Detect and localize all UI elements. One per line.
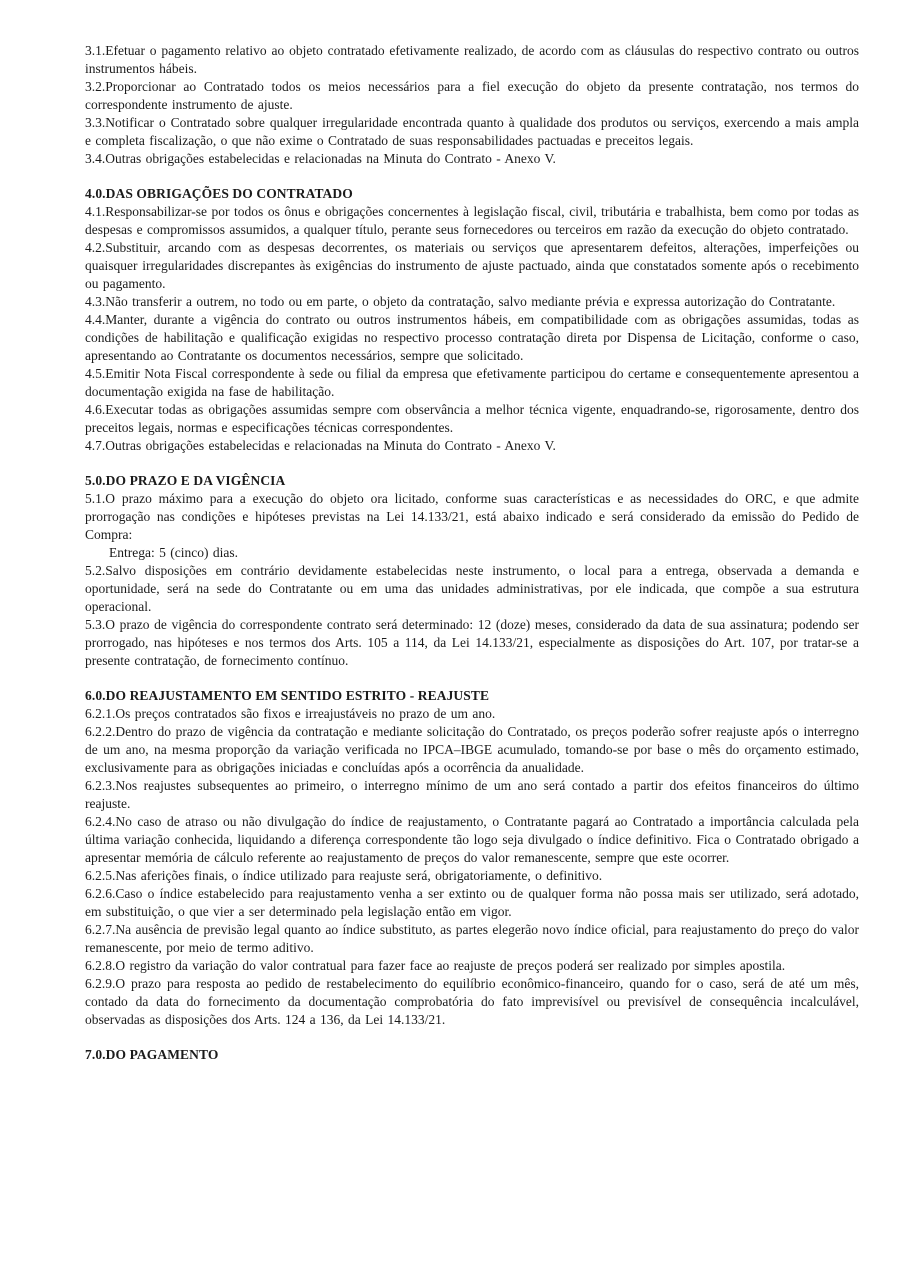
section-7-pagamento (85, 1046, 859, 1064)
clause-6-2-7: 6.2.7.Na ausência de previsão legal quanto ao índice substituto, as partes elegerão novo índice oficial, para reajustamento do preço do valor remanescente, por meio de termo aditivo. (85, 922, 859, 955)
clause-4-4: 4.4.Manter, durante a vigência do contrato ou outros instrumentos hábeis, em compatibilidade com as obrigações assumidas, todas as condições de habilitação e qualificação exigidas no respectivo processo contratação direta por Dispensa de Licitação, conforme o caso, apresentando ao Contratante os documentos necessários, sempre que solicitado. (85, 312, 859, 363)
section-heading-4-0: 4.0.DAS OBRIGAÇÕES DO CONTRATADO (85, 186, 353, 201)
clause-6-2-8: 6.2.8.O registro da variação do valor contratual para fazer face ao reajuste de preços poderá ser realizado por simples apostila. (85, 958, 786, 973)
clause-4-5: 4.5.Emitir Nota Fiscal correspondente à sede ou filial da empresa que efetivamente participou do certame e consequentemente apresentou a documentação exigida na fase de habilitação. (85, 366, 859, 399)
clause-6-2-2: 6.2.2.Dentro do prazo de vigência da contratação e mediante solicitação do Contratado, os preços poderão sofrer reajuste após o interregno de um ano, na mesma proporção da variação verificada no IPCA–IBGE acumulado, tomando-se por base o mês do orçamento estimado, exclusivamente para as obrigações iniciadas e concluídas após a ocorrência da anualidade. (85, 724, 859, 775)
clause-3-4: 3.4.Outras obrigações estabelecidas e relacionadas na Minuta do Contrato - Anexo V. (85, 151, 556, 166)
clause-6-2-1: 6.2.1.Os preços contratados são fixos e irreajustáveis no prazo de um ano. (85, 706, 496, 721)
section-heading-7-0: 7.0.DO PAGAMENTO (85, 1047, 219, 1062)
clause-4-3: 4.3.Não transferir a outrem, no todo ou em parte, o objeto da contratação, salvo mediante prévia e expressa autorização do Contratante. (85, 294, 836, 309)
clause-6-2-4: 6.2.4.No caso de atraso ou não divulgação do índice de reajustamento, o Contratante pagará ao Contratado a importância calculada pela última variação conhecida, liquidando a diferença correspondente tão logo seja divulgado o índice definitivo. Fica o Contratado obrigado a apresentar memória de cálculo referente ao reajustamento de preços do valor remanescente, sempre que este ocorrer. (85, 814, 859, 865)
clause-5-1: 5.1.O prazo máximo para a execução do objeto ora licitado, conforme suas características e as necessidades do ORC, e que admite prorrogação nas condições e hipóteses previstas na Lei 14.133/21, está abaixo indicado e será considerado da emissão do Pedido de Compra: (85, 491, 859, 542)
section-5-prazo-vigencia (85, 472, 859, 670)
clause-6-2-5: 6.2.5.Nas aferições finais, o índice utilizado para reajuste será, obrigatoriamente, o definitivo. (85, 868, 603, 883)
clause-4-6: 4.6.Executar todas as obrigações assumidas sempre com observância a melhor técnica vigente, enquadrando-se, rigorosamente, dentro dos preceitos legais, normas e especificações técnicas correspondentes. (85, 402, 859, 435)
clause-6-2-3: 6.2.3.Nos reajustes subsequentes ao primeiro, o interregno mínimo de um ano será contado a partir dos efeitos financeiros do último reajuste. (85, 778, 859, 811)
clause-4-1: 4.1.Responsabilizar-se por todos os ônus e obrigações concernentes à legislação fiscal, civil, tributária e trabalhista, bem como por todas as despesas e compromissos assumidos, a qualquer título, perante seus fornecedores ou terceiros em razão da execução do objeto contratado. (85, 204, 859, 237)
clause-6-2-6: 6.2.6.Caso o índice estabelecido para reajustamento venha a ser extinto ou de qualquer forma não possa mais ser utilizado, será adotado, em substituição, o que vier a ser determinado pela legislação então em vigor. (85, 886, 859, 919)
section-4-obligations-contratado (85, 185, 859, 455)
clause-6-2-9: 6.2.9.O prazo para resposta ao pedido de restabelecimento do equilíbrio econômico-financeiro, quando for o caso, será de até um mês, contado da data do fornecimento da documentação comprobatória do fato imprevisível ou previsível de consequência incalculável, observadas as disposições dos Arts. 124 a 136, da Lei 14.133/21. (85, 976, 859, 1027)
clause-4-7: 4.7.Outras obrigações estabelecidas e relacionadas na Minuta do Contrato - Anexo V. (85, 438, 556, 453)
clause-4-2: 4.2.Substituir, arcando com as despesas decorrentes, os materiais ou serviços que apresentarem defeitos, alterações, imperfeições ou quaisquer irregularidades discrepantes às exigências do instrumento de ajuste pactuado, ainda que constatados somente após o recebimento ou pagamento. (85, 240, 859, 291)
clause-3-3: 3.3.Notificar o Contratado sobre qualquer irregularidade encontrada quanto à qualidade dos produtos ou serviços, exercendo a mais ampla e completa fiscalização, o que não exime o Contratado de suas responsabilidades pactuadas e preceitos legais. (85, 115, 859, 148)
document-content (85, 42, 859, 1064)
delivery-term-line: Entrega: 5 (cinco) dias. (109, 545, 238, 560)
clause-3-2: 3.2.Proporcionar ao Contratado todos os meios necessários para a fiel execução do objeto da presente contratação, nos termos do correspondente instrumento de ajuste. (85, 79, 859, 112)
section-heading-5-0: 5.0.DO PRAZO E DA VIGÊNCIA (85, 473, 286, 488)
section-6-reajustamento (85, 687, 859, 1029)
section-heading-6-0: 6.0.DO REAJUSTAMENTO EM SENTIDO ESTRITO - REAJUSTE (85, 688, 490, 703)
clause-5-3: 5.3.O prazo de vigência do correspondente contrato será determinado: 12 (doze) meses, considerado da data de sua assinatura; podendo ser prorrogado, nas hipóteses e nos termos dos Arts. 105 a 114, da Lei 14.133/21, especialmente as disposições do Art. 107, por tratar-se a presente contratação, de fornecimento contínuo. (85, 617, 859, 668)
clause-5-2: 5.2.Salvo disposições em contrário devidamente estabelecidas neste instrumento, o local para a entrega, observada a demanda e oportunidade, será na sede do Contratante ou em uma das unidades administrativas, por ele indicada, que compõe a sua estrutura operacional. (85, 563, 859, 614)
section-3-obligations-contratante (85, 42, 859, 168)
clause-3-1: 3.1.Efetuar o pagamento relativo ao objeto contratado efetivamente realizado, de acordo com as cláusulas do respectivo contrato ou outros instrumentos hábeis. (85, 43, 859, 76)
